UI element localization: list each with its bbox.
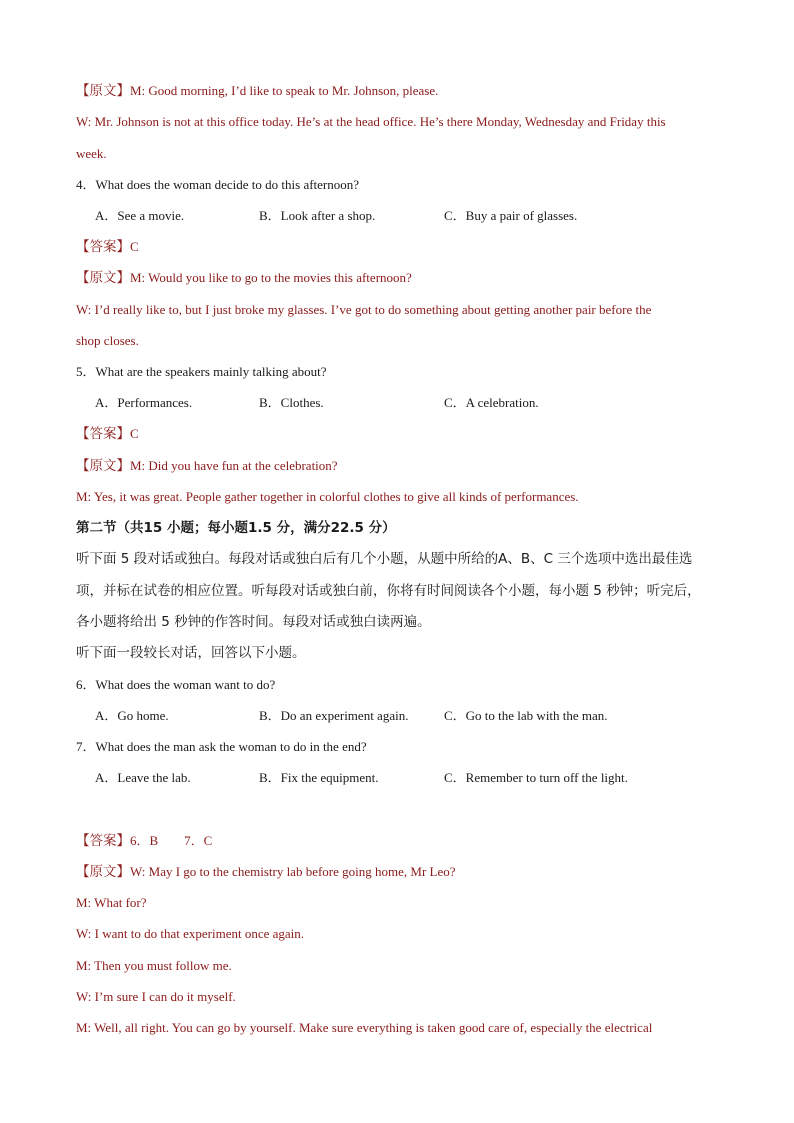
dialogue-line: W: I’d really like to, but I just broke my glasses. I’ve got to do something about getting another pair before the (76, 302, 652, 317)
option-b: B．Look after a shop. (259, 208, 376, 223)
original-tag: 【原文】 (76, 270, 130, 286)
answer-value: C (130, 426, 139, 441)
dialogue-line: M: Did you have fun at the celebration? (130, 458, 338, 473)
dialogue-line: W: I want to do that experiment once again. (76, 926, 305, 941)
question-stem: 7．What does the man ask the woman to do in the end? (76, 739, 367, 754)
option-b: B．Clothes. (259, 395, 324, 410)
option-c: C．Remember to turn off the light. (444, 770, 628, 785)
question-stem: 4．What does the woman decide to do this afternoon? (76, 177, 360, 192)
dialogue-line: shop closes. (76, 333, 139, 348)
original-text-line (76, 270, 412, 286)
original-text-line (76, 83, 438, 99)
option-a: A．See a movie. (95, 208, 185, 223)
option-b: B．Fix the equipment. (259, 770, 379, 785)
dialogue-line: W: I’m sure I can do it myself. (76, 989, 236, 1004)
option-a: A．Go home. (95, 708, 169, 723)
answer-line (76, 426, 139, 442)
answer-tag: 【答案】 (76, 426, 130, 442)
original-tag: 【原文】 (76, 83, 130, 99)
instruction-line: 项，并标在试卷的相应位置。听每段对话或独白前，你将有时间阅读各个小题，每小题 5 秒钟；听完后， (76, 583, 701, 599)
instruction-line: 听下面一段较长对话，回答以下小题。 (76, 645, 306, 661)
answer-line (76, 239, 139, 255)
dialogue-line: M: Then you must follow me. (76, 958, 232, 973)
option-a: A．Leave the lab. (95, 770, 191, 785)
answer-value: 6．B 7．C (130, 833, 213, 848)
answer-value: C (130, 239, 139, 254)
dialogue-line: M: Yes, it was great. People gather together in colorful clothes to give all kinds of performances. (76, 489, 579, 504)
original-tag: 【原文】 (76, 458, 130, 474)
instruction-line: 各小题将给出 5 秒钟的作答时间。每段对话或独白读两遍。 (76, 614, 431, 630)
answer-line (76, 833, 212, 849)
option-c: C．A celebration. (444, 395, 539, 410)
dialogue-line: M: What for? (76, 895, 147, 910)
dialogue-line: W: May I go to the chemistry lab before going home, Mr Leo? (130, 864, 456, 879)
instruction-line: 听下面 5 段对话或独白。每段对话或独白后有几个小题，从题中所给的A、B、C 三个选项中选出最佳选 (76, 551, 693, 567)
dialogue-line: W: Mr. Johnson is not at this office today. He’s at the head office. He’s there Monday, Wednesday and Friday this (76, 114, 666, 129)
dialogue-line: week. (76, 146, 107, 161)
question-stem: 6．What does the woman want to do? (76, 677, 276, 692)
dialogue-line: M: Well, all right. You can go by yourself. Make sure everything is taken good care of, especially the electrical (76, 1020, 653, 1035)
dialogue-line: M: Would you like to go to the movies this afternoon? (130, 270, 412, 285)
original-text-line (76, 864, 456, 880)
option-b: B．Do an experiment again. (259, 708, 409, 723)
answer-tag: 【答案】 (76, 833, 130, 849)
question-stem: 5．What are the speakers mainly talking about? (76, 364, 327, 379)
answer-tag: 【答案】 (76, 239, 130, 255)
section-heading: 第二节（共15 小题；每小题1.5 分，满分22.5 分） (76, 520, 396, 536)
dialogue-line: M: Good morning, I’d like to speak to Mr. Johnson, please. (130, 83, 439, 98)
original-tag: 【原文】 (76, 864, 130, 880)
option-a: A．Performances. (95, 395, 193, 410)
option-c: C．Buy a pair of glasses. (444, 208, 578, 223)
original-text-line (76, 458, 338, 474)
option-c: C．Go to the lab with the man. (444, 708, 608, 723)
